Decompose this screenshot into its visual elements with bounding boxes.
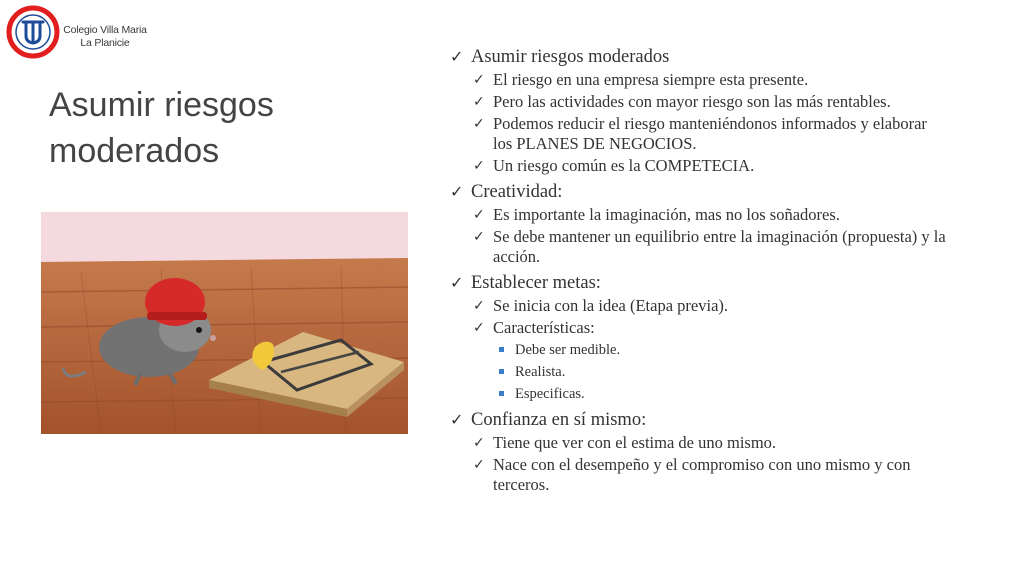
list-item-text: Es importante la imaginación, mas no los soñadores. (493, 205, 840, 224)
sub-list (471, 70, 1008, 176)
square-bullet-icon (499, 391, 504, 396)
check-mark-icon: ✓ (450, 410, 464, 429)
list-subitem (493, 340, 1008, 360)
check-mark-icon: ✓ (473, 72, 485, 88)
list-item (471, 92, 1008, 112)
list-subitem (493, 384, 1008, 404)
check-mark-icon: ✓ (450, 47, 464, 66)
list-item-text: Podemos reducir el riesgo manteniéndonos informados y elaborar los PLANES DE NEGOCIOS. (493, 114, 927, 153)
sub-list (471, 433, 1008, 495)
school-name (62, 24, 148, 50)
section-confianza (448, 409, 1008, 495)
check-mark-icon: ✓ (473, 320, 485, 336)
section-asumir-riesgos (448, 46, 1008, 176)
check-mark-icon: ✓ (473, 94, 485, 110)
list-item (471, 227, 1008, 267)
slide-title-line2: moderados (49, 132, 220, 170)
list-item (471, 318, 1008, 404)
list-item-text: Tiene que ver con el estima de uno mismo. (493, 433, 777, 452)
sub-list (471, 205, 1008, 267)
section-creatividad (448, 181, 1008, 267)
check-mark-icon: ✓ (473, 435, 485, 451)
sub-sub-list (493, 340, 1008, 404)
list-item (471, 455, 1008, 495)
list-subitem (493, 362, 1008, 382)
list-item-text: Se debe mantener un equilibrio entre la imaginación (propuesta) y la acción. (493, 227, 946, 266)
section-label: Establecer metas: (471, 273, 601, 293)
list-item-text: Características: (493, 318, 595, 337)
sub-list (471, 296, 1008, 404)
slide-title (49, 82, 379, 174)
list-item (471, 205, 1008, 225)
slide-title-line1: Asumir riesgos (49, 86, 274, 124)
section-establecer-metas (448, 272, 1008, 404)
list-subitem-text: Debe ser medible. (515, 342, 621, 358)
list-item-text: Se inicia con la idea (Etapa previa). (493, 296, 729, 315)
list-item (471, 296, 1008, 316)
list-subitem-text: Realista. (515, 364, 566, 380)
mouse-with-helmet-and-trap-photo (41, 212, 408, 434)
list-item (471, 156, 1008, 176)
square-bullet-icon (499, 369, 504, 374)
check-mark-icon: ✓ (473, 207, 485, 223)
list-item (471, 70, 1008, 90)
check-mark-icon: ✓ (473, 116, 485, 132)
list-item-text: El riesgo en una empresa siempre esta presente. (493, 70, 809, 89)
section-label: Asumir riesgos moderados (471, 47, 670, 67)
check-mark-icon: ✓ (450, 273, 464, 292)
check-mark-icon: ✓ (473, 229, 485, 245)
list-item (471, 114, 1008, 154)
check-mark-icon: ✓ (473, 298, 485, 314)
list-item (471, 433, 1008, 453)
square-bullet-icon (499, 347, 504, 352)
section-label: Confianza en sí mismo: (471, 410, 647, 430)
list-subitem-text: Especificas. (515, 386, 585, 402)
list-item-text: Pero las actividades con mayor riesgo son las más rentables. (493, 92, 891, 111)
section-label: Creatividad: (471, 182, 563, 202)
list-item-text: Un riesgo común es la COMPETECIA. (493, 156, 755, 175)
check-mark-icon: ✓ (450, 182, 464, 201)
school-name-line2: La Planicie (80, 37, 130, 49)
school-crest-logo (6, 5, 60, 59)
bullet-list (448, 46, 1008, 495)
school-name-line1: Colegio Villa Maria (63, 24, 147, 36)
list-item-text: Nace con el desempeño y el compromiso con uno mismo y con terceros. (493, 455, 911, 494)
check-mark-icon: ✓ (473, 158, 485, 174)
check-mark-icon: ✓ (473, 457, 485, 473)
